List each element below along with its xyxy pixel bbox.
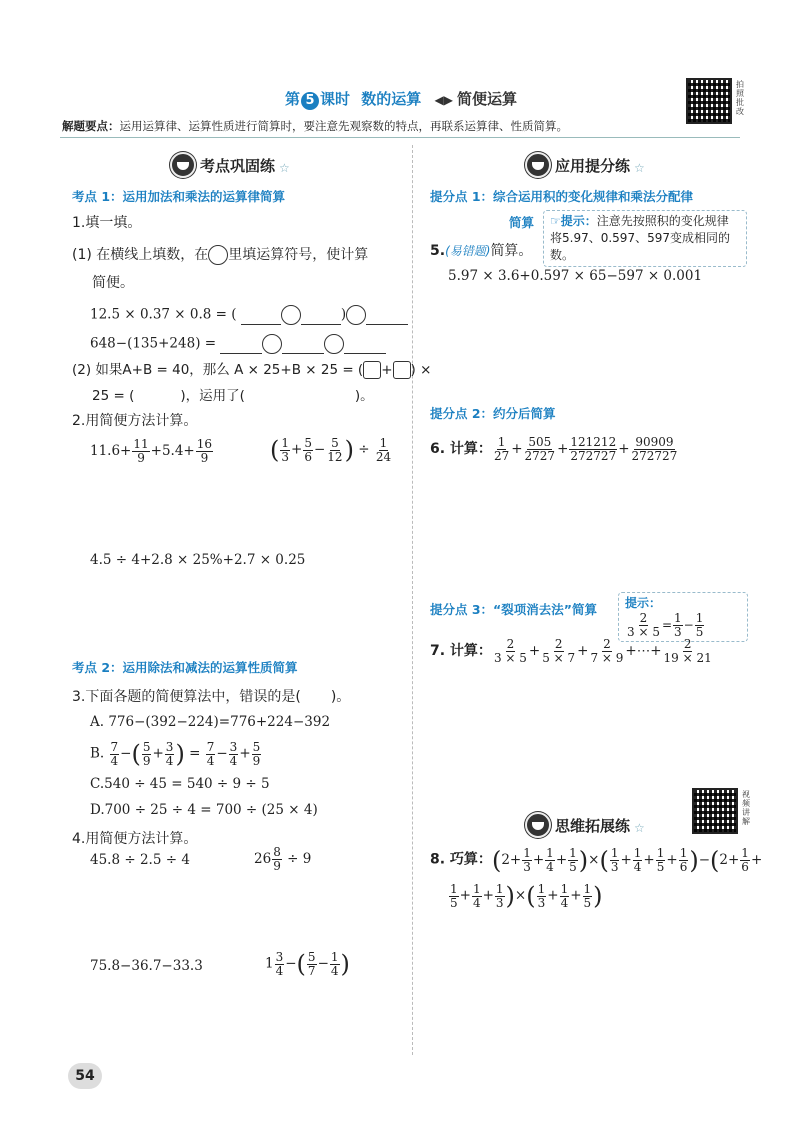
kp1-heading: 考点 1：运用加法和乘法的运算律简算 <box>72 189 286 204</box>
answer-box[interactable] <box>393 361 411 379</box>
answer-blank[interactable] <box>366 324 408 325</box>
tp1-heading-cont: 简算 <box>509 215 535 230</box>
q2-title: 2.用简便方法计算。 <box>72 413 198 429</box>
section-badge-right: 应用提分练 ☆ <box>525 152 645 178</box>
q7-expr: 7. 计算： $\frac{2}{3 \times 5}$ + $\frac{2}{5 \times 7}$ + $\frac{2}{7 \times 9}$ +⋯+ $\frac{2}{19 \times 21}$ <box>430 637 712 665</box>
q2-expr1: 11.6+ $\frac{11}{9}$ +5.4+ $\frac{16}{9}$ <box>90 437 213 465</box>
q1-1-text-cont: 简便。 <box>92 275 134 291</box>
star-icon: ☆ <box>279 161 290 175</box>
q4-title: 4.用简便方法计算。 <box>72 831 198 847</box>
q1-2-text: (2) 如果A+B = 40，那么 A × 25+B × 25 = ( + ) × <box>72 362 432 378</box>
kp2-heading: 考点 2：运用除法和减法的运算性质简算 <box>72 660 298 675</box>
q2-expr3: 4.5 ÷ 4+2.8 × 25%+2.7 × 0.25 <box>90 552 306 568</box>
operator-circle <box>208 245 228 265</box>
key-points: 解题要点：运用运算律、运算性质进行简算时，要注意先观察数的特点，再联系运算律、性质简算。 <box>62 119 568 133</box>
qr-caption-top: 拍照批改 <box>736 80 744 116</box>
q1-1-line1: 12.5 × 0.37 × 0.8 = ( ) <box>90 305 408 325</box>
tip-box-1: ☞提示：注意先按照积的变化规律 将5.97、0.597、597变成相同的数。 <box>543 210 747 267</box>
q4-expr1: 45.8 ÷ 2.5 ÷ 4 <box>90 852 190 868</box>
operator-circle[interactable] <box>324 334 344 354</box>
q1-title: 1.填一填。 <box>72 215 142 231</box>
answer-blank[interactable] <box>344 353 386 354</box>
q3-option-d[interactable]: D.700 ÷ 25 ÷ 4 = 700 ÷ (25 × 4) <box>90 802 318 818</box>
q8-expr-line1: 8. 巧算：(2+ $\frac{1}{3}$ + $\frac{1}{4}$ + $\frac{1}{5}$ )×( $\frac{1}{3}$ + $\frac{1}{4}$ + $\frac{1}{5}$ + $\frac{1}{6}$ )−(2+ $\frac{1}{6}$ + <box>430 845 763 874</box>
star-icon: ☆ <box>634 821 645 835</box>
mascot-icon <box>170 152 196 178</box>
answer-box[interactable] <box>363 361 381 379</box>
lesson-title: 第 5 课时 数的运算 ◀▶ 简便运算 <box>285 90 517 108</box>
operator-circle[interactable] <box>346 305 366 325</box>
mascot-icon <box>525 812 551 838</box>
q3-option-c[interactable]: C.540 ÷ 45 = 540 ÷ 9 ÷ 5 <box>90 776 270 792</box>
q1-1-text: (1) 在横线上填数，在 里填运算符号，使计算 <box>72 247 369 263</box>
operator-circle[interactable] <box>281 305 301 325</box>
lightbulb-icon: ☞ <box>550 214 561 228</box>
answer-blank[interactable] <box>220 353 262 354</box>
lesson-number-badge: 5 <box>301 92 319 110</box>
q2-expr2: ( $\frac{1}{3}$ + $\frac{5}{6}$ − $\frac{5}{12}$ ) ÷ $\frac{1}{24}$ <box>270 435 392 464</box>
header-rule <box>60 137 740 138</box>
q3-option-b[interactable]: B. $\frac{7}{4}$ −( $\frac{5}{9}$ + $\frac{3}{4}$ ) = $\frac{7}{4}$ − $\frac{3}{4}$ + $\frac{5}{9}$ <box>90 739 261 768</box>
qr-caption-bottom: 视频讲解 <box>742 790 750 826</box>
q5-expr: 5.97 × 3.6+0.597 × 65−597 × 0.001 <box>448 268 703 284</box>
qr-code-top[interactable] <box>686 78 732 124</box>
q3-title: 3.下面各题的简便算法中，错误的是( )。 <box>72 689 351 705</box>
tip-box-3: 提示： $\frac{2}{3 \times 5}$ = $\frac{1}{3}$ − $\frac{1}{5}$ <box>618 592 748 642</box>
q4-expr3: 75.8−36.7−33.3 <box>90 958 203 974</box>
answer-blank[interactable] <box>241 324 281 325</box>
q6-expr: 6. 计算： $\frac{1}{27}$ + $\frac{505}{2727}$ + $\frac{121212}{272727}$ + $\frac{90909}{272727}$ <box>430 435 678 463</box>
q8-expr-line2: $\frac{1}{5}$ + $\frac{1}{4}$ + $\frac{1}{3}$ )×( $\frac{1}{3}$ + $\frac{1}{4}$ + $\frac{1}{5}$ ) <box>450 881 603 910</box>
section-badge-left: 考点巩固练 ☆ <box>170 152 290 178</box>
star-icon: ☆ <box>634 161 645 175</box>
operator-circle[interactable] <box>262 334 282 354</box>
q1-2-text-cont: 25 = ( )，运用了( )。 <box>92 388 374 404</box>
tp1-heading: 提分点 1：综合运用积的变化规律和乘法分配律 <box>430 189 694 204</box>
q4-expr2: 26 $\frac{8}{9}$ ÷ 9 <box>254 845 312 873</box>
q3-option-a[interactable]: A. 776−(392−224)=776+224−392 <box>90 714 331 730</box>
q5-title: 5.(易错题)简算。 <box>430 243 533 259</box>
column-divider <box>412 145 413 1055</box>
answer-blank[interactable] <box>301 324 341 325</box>
tp2-heading: 提分点 2：约分后简算 <box>430 406 556 421</box>
q4-expr4: 1 $\frac{3}{4}$ −( $\frac{5}{7}$ − $\frac{1}{4}$ ) <box>265 949 350 978</box>
q1-1-line2: 648−(135+248) = <box>90 334 386 354</box>
answer-blank[interactable] <box>282 353 324 354</box>
tp3-heading: 提分点 3：“裂项消去法”简算 <box>430 602 597 617</box>
double-arrow-icon: ◀▶ <box>434 93 453 107</box>
mascot-icon <box>525 152 551 178</box>
section-badge-right-2: 思维拓展练 ☆ <box>525 812 645 838</box>
page-number: 54 <box>68 1063 102 1089</box>
qr-code-bottom[interactable] <box>692 788 738 834</box>
